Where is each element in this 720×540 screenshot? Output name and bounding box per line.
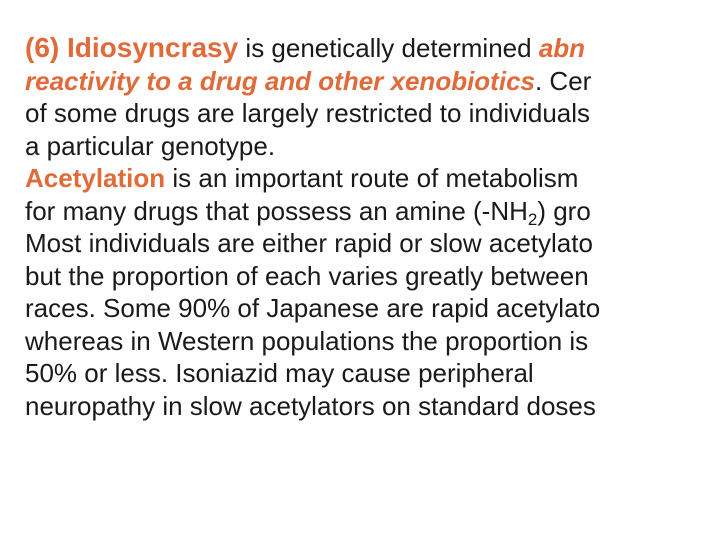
- text-line-8: but the proportion of each varies greatly between: [25, 260, 589, 291]
- text-segment: for many drugs that possess an amine (-NH: [25, 195, 528, 226]
- term-reactivity: reactivity to a drug and other xenobiotics: [25, 65, 535, 96]
- text-line-3: of some drugs are largely restricted to individuals: [25, 98, 591, 128]
- heading-idiosyncrasy: (6) Idiosyncrasy: [25, 32, 239, 63]
- text-line-9: races. Some 90% of Japanese are rapid acetylato: [25, 293, 601, 323]
- text-line-4: a particular genotype.: [25, 130, 276, 161]
- text-line-12: neuropathy in slow acetylators on standard doses: [25, 390, 596, 421]
- subscript-2: 2: [527, 209, 538, 229]
- term-abnormal: abn: [538, 33, 586, 63]
- text-line-6: [25, 195, 720, 228]
- text-line-7: Most individuals are either rapid or slow acetylato: [25, 228, 593, 258]
- text-segment: ) gro: [537, 195, 591, 226]
- text-line-11: 50% or less. Isoniazid may cause peripheral: [25, 358, 534, 388]
- text-segment: is an important route of metabolism: [165, 163, 579, 193]
- text-segment: . Cer: [534, 65, 592, 96]
- text-line-5: [25, 162, 720, 195]
- text-segment: is genetically determined: [238, 33, 539, 63]
- term-acetylation: Acetylation: [25, 163, 166, 193]
- body-text: [25, 32, 720, 422]
- text-line-2: [25, 65, 720, 98]
- text-line-10: whereas in Western populations the proportion is: [25, 325, 589, 356]
- text-line-1: [25, 32, 720, 65]
